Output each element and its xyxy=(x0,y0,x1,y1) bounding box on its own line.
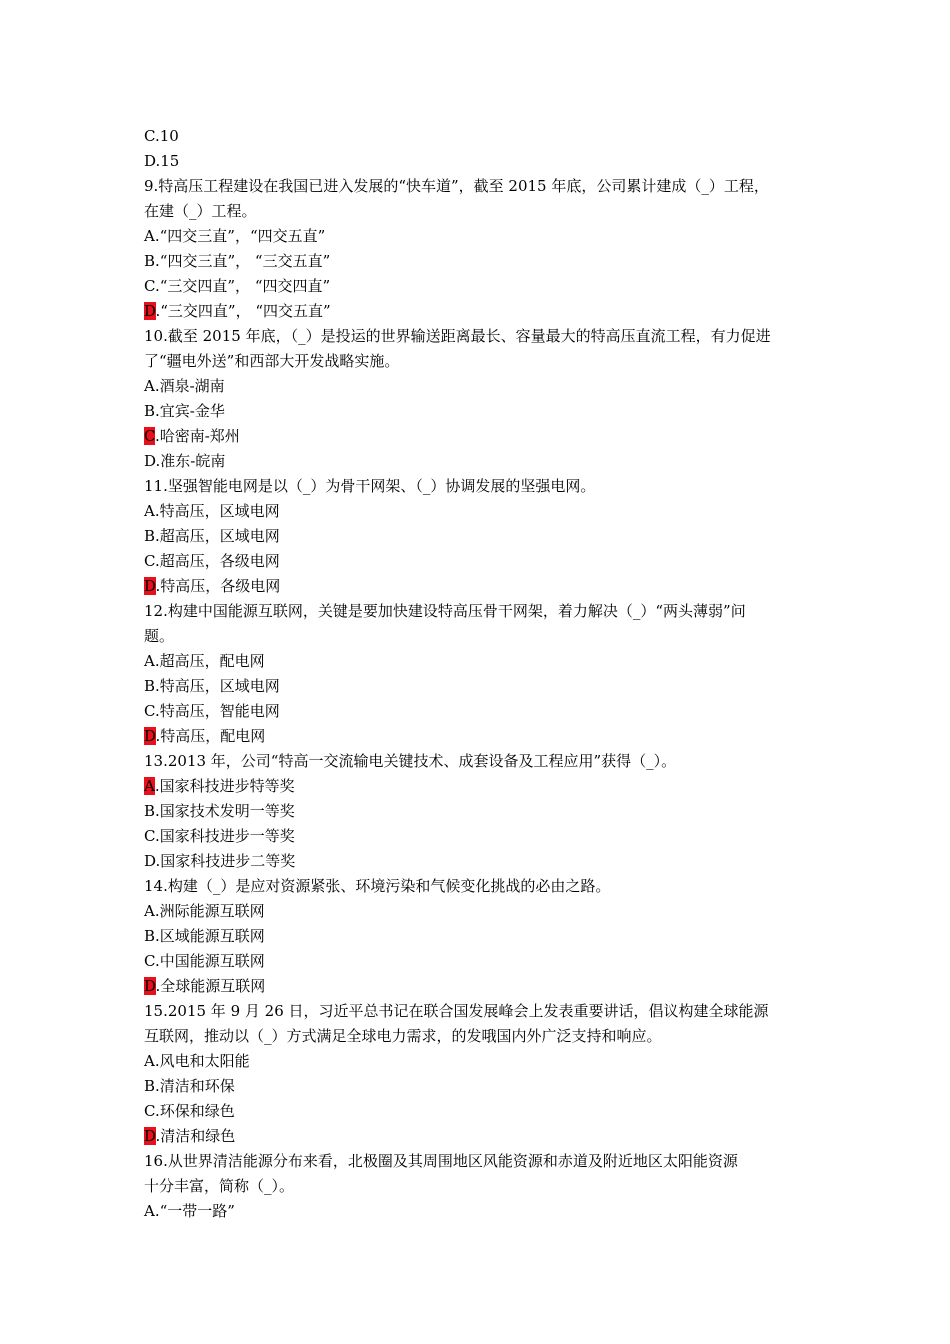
question-text-continued: 在建（_）工程。 xyxy=(144,202,257,220)
option-letter: C xyxy=(144,552,155,570)
option-text: .国家科技进步特等奖 xyxy=(154,777,295,795)
option-text: .清洁和绿色 xyxy=(155,1127,236,1145)
option-letter: B xyxy=(144,252,156,270)
option-text: .特高压，配电网 xyxy=(155,727,266,745)
answer-letter-highlighted: D xyxy=(144,577,156,595)
question-block xyxy=(144,599,814,749)
option-text: .准东-皖南 xyxy=(155,452,226,470)
option-text: .“三交四直”， “四交四直” xyxy=(154,277,331,295)
option-line xyxy=(144,674,814,699)
option-line xyxy=(144,274,814,299)
option-line: D.15 xyxy=(144,152,180,170)
option-text: .全球能源互联网 xyxy=(155,977,266,995)
option-letter: D xyxy=(144,452,156,470)
option-text: .哈密南-郑州 xyxy=(154,427,240,445)
option-letter: C xyxy=(144,702,155,720)
question-text: 9.特高压工程建设在我国已进入发展的“快车道”，截至 2015 年底，公司累计建成（_）工程， xyxy=(144,177,769,195)
option-line xyxy=(144,524,814,549)
question-text: 16.从世界清洁能源分布来看，北极圈及其周围地区风能资源和赤道及附近地区太阳能资源 xyxy=(144,1152,738,1170)
question-block xyxy=(144,174,814,324)
option-letter: B xyxy=(144,402,156,420)
option-letter: B xyxy=(144,927,156,945)
question-text: 15.2015 年 9 月 26 日，习近平总书记在联合国发展峰会上发表重要讲话，倡议构建全球能源 xyxy=(144,1002,769,1020)
question-text: 11.坚强智能电网是以（_）为骨干网架、（_）协调发展的坚强电网。 xyxy=(144,477,596,495)
question-text: 13.2013 年，公司“特高一交流输电关键技术、成套设备及工程应用”获得（_）。 xyxy=(144,752,677,770)
option-text: .洲际能源互联网 xyxy=(154,902,265,920)
question-text-continued: 了“疆电外送”和西部大开发战略实施。 xyxy=(144,352,400,370)
option-text: .清洁和环保 xyxy=(155,1077,235,1095)
option-text: .特高压，区域电网 xyxy=(154,502,280,520)
option-letter: A xyxy=(144,652,155,670)
option-line xyxy=(144,699,814,724)
option-text: .国家技术发明一等奖 xyxy=(155,802,295,820)
option-line xyxy=(144,924,814,949)
option-line xyxy=(144,1049,814,1074)
question-text-continued: 十分丰富，简称（_）。 xyxy=(144,1177,295,1195)
answer-letter-highlighted: C xyxy=(144,427,155,445)
option-letter: B xyxy=(144,677,156,695)
option-letter: C xyxy=(144,1102,155,1120)
option-line xyxy=(144,299,814,324)
option-letter: B xyxy=(144,802,156,820)
option-line: C.10 xyxy=(144,127,179,145)
option-line xyxy=(144,374,814,399)
option-text: .超高压，区域电网 xyxy=(155,527,280,545)
option-line xyxy=(144,399,814,424)
question-block xyxy=(144,749,814,874)
option-text: .中国能源互联网 xyxy=(154,952,265,970)
option-line xyxy=(144,724,814,749)
option-text: .超高压，配电网 xyxy=(154,652,265,670)
option-line xyxy=(144,649,814,674)
option-letter: A xyxy=(144,377,155,395)
option-text: .区域能源互联网 xyxy=(155,927,265,945)
document-content xyxy=(144,124,814,1224)
option-letter: B xyxy=(144,1077,156,1095)
answer-letter-highlighted: D xyxy=(144,977,156,995)
option-text: .酒泉-湖南 xyxy=(154,377,225,395)
option-line xyxy=(144,1074,814,1099)
question-block xyxy=(144,999,814,1149)
option-line xyxy=(144,774,814,799)
option-line xyxy=(144,949,814,974)
option-text: .“三交四直”， “四交五直” xyxy=(155,302,331,320)
option-line xyxy=(144,249,814,274)
option-text: .“四交三直”，“四交五直” xyxy=(154,227,326,245)
option-line xyxy=(144,574,814,599)
option-line xyxy=(144,799,814,824)
option-text: .特高压，智能电网 xyxy=(154,702,280,720)
question-text: 10.截至 2015 年底，（_）是投运的世界输送距离最长、容量最大的特高压直流工程，有力促进 xyxy=(144,327,771,345)
answer-letter-highlighted: D xyxy=(144,727,156,745)
answer-letter-highlighted: D xyxy=(144,1127,156,1145)
option-text: .环保和绿色 xyxy=(154,1102,235,1120)
answer-letter-highlighted: D xyxy=(144,302,156,320)
option-text: .宜宾-金华 xyxy=(155,402,225,420)
question-text: 12.构建中国能源互联网，关键是要加快建设特高压骨干网架，着力解决（_）“两头薄弱”问 xyxy=(144,602,746,620)
option-letter: B xyxy=(144,527,156,545)
option-line xyxy=(144,974,814,999)
option-line xyxy=(144,424,814,449)
option-text: .“四交三直”， “三交五直” xyxy=(155,252,331,270)
question-block xyxy=(144,874,814,999)
option-text: .“一带一路” xyxy=(154,1202,235,1220)
option-line xyxy=(144,1099,814,1124)
option-line xyxy=(144,449,814,474)
question-text-continued: 题。 xyxy=(144,627,175,645)
option-line xyxy=(144,1199,814,1224)
option-line xyxy=(144,824,814,849)
option-letter: A xyxy=(144,1052,155,1070)
question-block xyxy=(144,1149,814,1224)
question-block xyxy=(144,324,814,474)
option-letter: C xyxy=(144,827,155,845)
option-text: .特高压，各级电网 xyxy=(155,577,281,595)
option-letter: A xyxy=(144,227,155,245)
option-text: .超高压，各级电网 xyxy=(154,552,280,570)
option-letter: D xyxy=(144,852,156,870)
option-letter: C xyxy=(144,952,155,970)
option-text: .风电和太阳能 xyxy=(154,1052,250,1070)
question-list xyxy=(144,174,814,1224)
option-text: .特高压，区域电网 xyxy=(155,677,280,695)
question-block xyxy=(144,474,814,599)
option-letter: A xyxy=(144,1202,155,1220)
option-line xyxy=(144,499,814,524)
option-text: .国家科技进步一等奖 xyxy=(154,827,295,845)
question-text: 14.构建（_）是应对资源紧张、环境污染和气候变化挑战的必由之路。 xyxy=(144,877,611,895)
option-letter: C xyxy=(144,277,155,295)
option-line xyxy=(144,849,814,874)
answer-letter-highlighted: A xyxy=(144,777,155,795)
option-line xyxy=(144,224,814,249)
option-letter: A xyxy=(144,502,155,520)
option-line xyxy=(144,1124,814,1149)
option-letter: A xyxy=(144,902,155,920)
option-line xyxy=(144,549,814,574)
question-text-continued: 互联网，推动以（_）方式满足全球电力需求，的发哦国内外广泛支持和响应。 xyxy=(144,1027,662,1045)
option-text: .国家科技进步二等奖 xyxy=(155,852,296,870)
option-line xyxy=(144,899,814,924)
